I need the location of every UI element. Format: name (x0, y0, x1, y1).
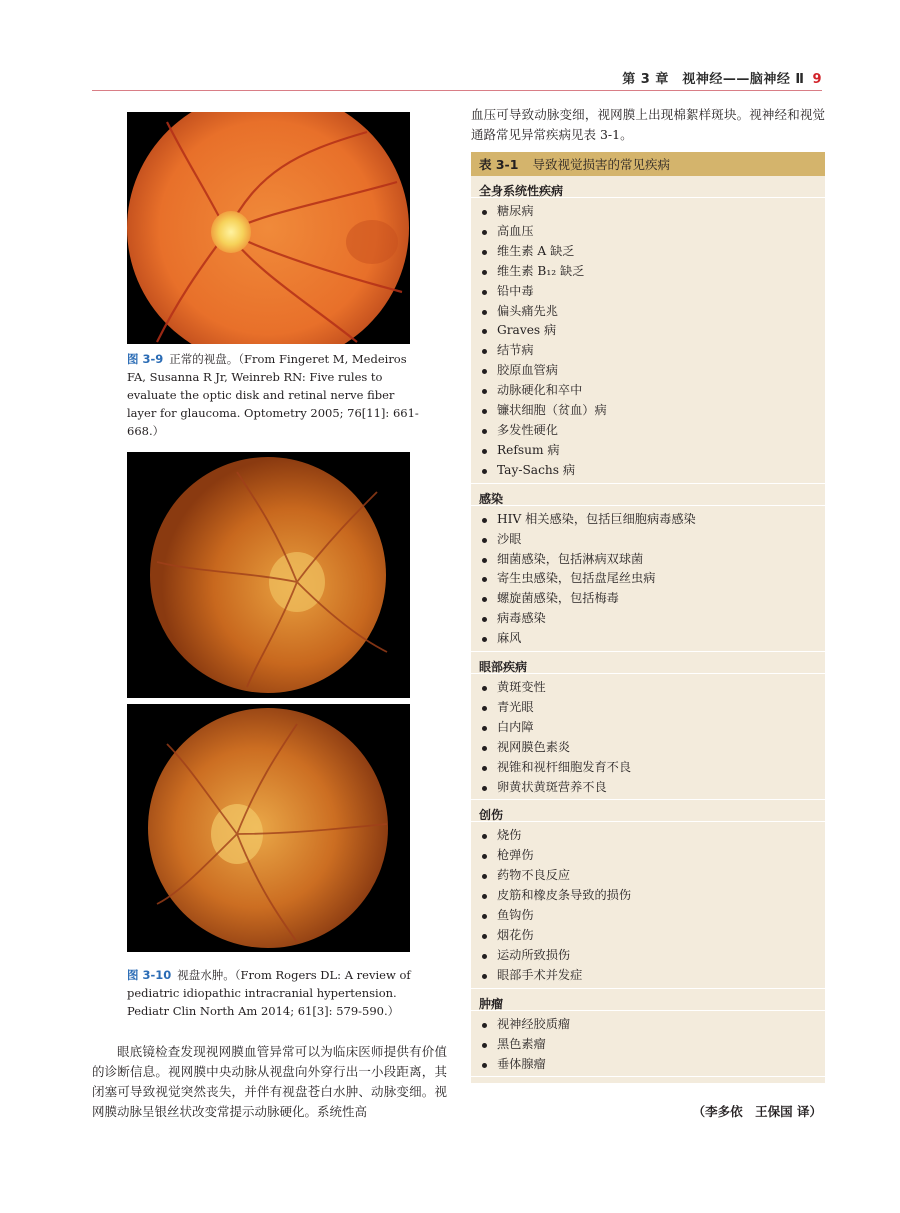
table-item: HIV 相关感染，包括巨细胞病毒感染 (471, 510, 825, 530)
table-item: 病毒感染 (471, 609, 825, 629)
figure-3-10-image-bottom (127, 704, 410, 952)
table-item: 铅中毒 (471, 282, 825, 302)
table-item: Tay-Sachs 病 (471, 461, 825, 481)
table-item: 沙眼 (471, 530, 825, 550)
table-item: Graves 病 (471, 321, 825, 341)
table-item: 螺旋菌感染，包括梅毒 (471, 589, 825, 609)
table-item: 多发性硬化 (471, 421, 825, 441)
table-item: 动脉硬化和卒中 (471, 381, 825, 401)
table-item: 垂体腺瘤 (471, 1055, 825, 1075)
table-item-list (471, 198, 825, 484)
page-number: 9 (812, 72, 822, 87)
table-category: 眼部疾病 (471, 652, 825, 674)
table-item: 视网膜色素炎 (471, 738, 825, 758)
figure-3-10-number: 图 3-10 (127, 968, 172, 982)
table-item: 运动所致损伤 (471, 946, 825, 966)
figure-3-9-caption-text: 正常的视盘。（From Fingeret M, Medeiros FA, Susanna R Jr, Weinreb RN: Five rules to evaluate the optic disk and retinal nerve fiber layer for glaucoma. Optometry 2005; 76[11]: 661-668.） (127, 352, 419, 438)
table-item: 胶原血管病 (471, 361, 825, 381)
table-body (471, 176, 825, 1077)
table-item-list (471, 506, 825, 652)
table-item: 偏头痛先兆 (471, 302, 825, 322)
table-item: 青光眼 (471, 698, 825, 718)
chapter-title: 第 3 章 视神经——脑神经 Ⅱ (622, 72, 805, 87)
figure-3-10-image-top (127, 452, 410, 698)
figure-3-9-number: 图 3-9 (127, 352, 164, 366)
table-header (471, 152, 825, 176)
table-item-list (471, 822, 825, 988)
table-item: 视锥和视杆细胞发育不良 (471, 758, 825, 778)
table-category: 感染 (471, 484, 825, 506)
table-item: 结节病 (471, 341, 825, 361)
table-item: 糖尿病 (471, 202, 825, 222)
translator-credit: （李多依 王保国 译） (692, 1104, 822, 1119)
table-item: 细菌感染，包括淋病双球菌 (471, 550, 825, 570)
table-number: 表 3-1 (479, 157, 519, 172)
table-category: 全身系统性疾病 (471, 176, 825, 198)
table-item: 麻风 (471, 629, 825, 649)
table-title: 导致视觉损害的常见疾病 (532, 157, 670, 172)
table-item: 眼部手术并发症 (471, 966, 825, 986)
table-item: 药物不良反应 (471, 866, 825, 886)
table-category: 创伤 (471, 800, 825, 822)
table-item: 维生素 B₁₂ 缺乏 (471, 262, 825, 282)
table-item: 卵黄状黄斑营养不良 (471, 778, 825, 798)
body-paragraph-right: 血压可导致动脉变细，视网膜上出现棉絮样斑块。视神经和视觉通路常见异常疾病见表 3-1。 (471, 107, 825, 142)
table-item: 镰状细胞（贫血）病 (471, 401, 825, 421)
table-3-1 (471, 152, 825, 1083)
table-category: 肿瘤 (471, 989, 825, 1011)
figure-3-10-caption-text: 视盘水肿。（From Rogers DL: A review of pediatric idiopathic intracranial hypertension. Pediatr Clin North Am 2014; 61[3]: 579-590.） (127, 968, 411, 1018)
table-item: 鱼钩伤 (471, 906, 825, 926)
table-item: 烟花伤 (471, 926, 825, 946)
table-item: 皮筋和橡皮条导致的损伤 (471, 886, 825, 906)
table-item: 黑色素瘤 (471, 1035, 825, 1055)
running-header (92, 68, 822, 91)
body-paragraph-left: 眼底镜检查发现视网膜血管异常可以为临床医师提供有价值的诊断信息。视网膜中央动脉从视盘向外穿行出一小段距离，其闭塞可导致视觉突然丧失，并伴有视盘苍白水肿、动脉变细。视网膜动脉呈银丝状改变常提示动脉硬化。系统性高 (92, 1044, 447, 1119)
table-item: 寄生虫感染，包括盘尾丝虫病 (471, 569, 825, 589)
table-item: 高血压 (471, 222, 825, 242)
table-item: Refsum 病 (471, 441, 825, 461)
table-item: 视神经胶质瘤 (471, 1015, 825, 1035)
table-item-list (471, 1011, 825, 1078)
figure-3-9-image (127, 112, 410, 344)
table-item: 黄斑变性 (471, 678, 825, 698)
table-item: 白内障 (471, 718, 825, 738)
table-item: 枪弹伤 (471, 846, 825, 866)
table-item: 维生素 A 缺乏 (471, 242, 825, 262)
table-item: 烧伤 (471, 826, 825, 846)
figure-3-9-caption (127, 350, 427, 440)
table-item-list (471, 674, 825, 800)
figure-3-10-caption (127, 966, 427, 1020)
